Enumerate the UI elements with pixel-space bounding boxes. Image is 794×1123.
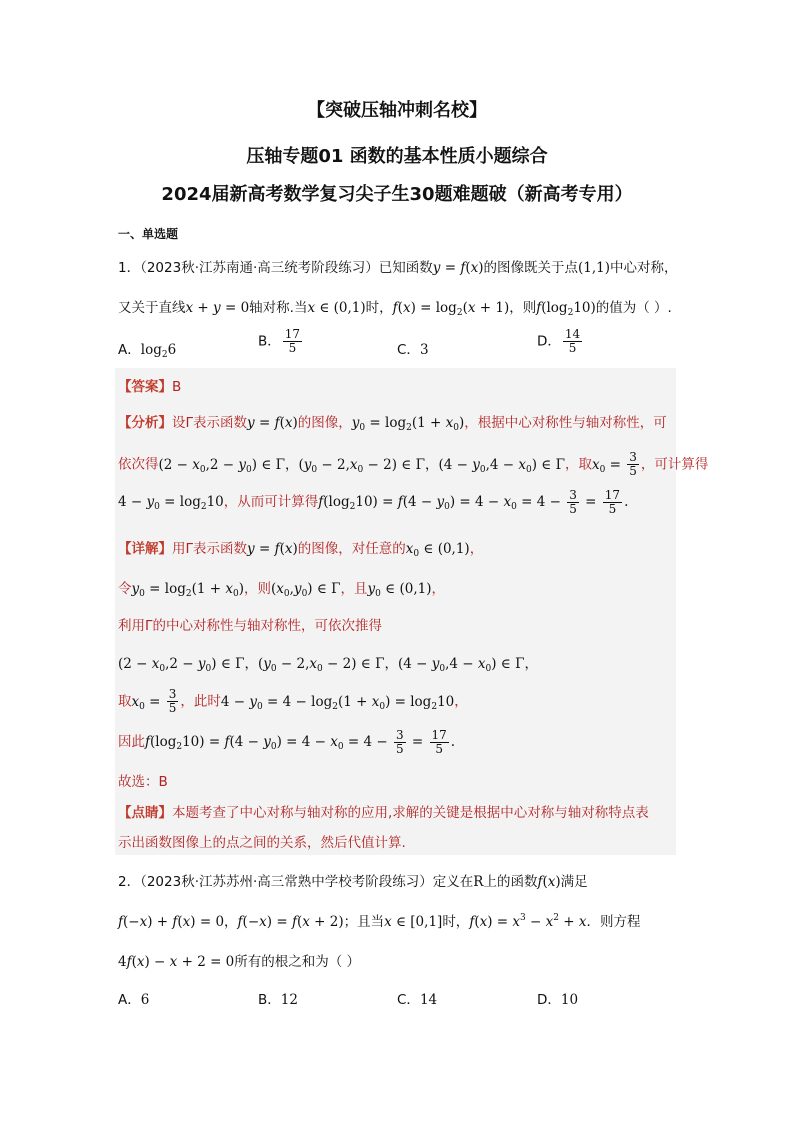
- q2-line-2: f(−x) + f(x) = 0，f(−x) = f(x + 2)；且当x ∈ [0,1]时，$f(x) = x^3 - x^2 + x$．则方程: [118, 913, 641, 930]
- detail-line-4: $(2 - x_0,2 - y_0)$ ∈ Γ，$(y_0 - 2,x_0 - 2)$ ∈ Γ，$(4 - y_0,4 - x_0)$ ∈ Γ，: [118, 656, 538, 674]
- detail-line-6: 因此$f(\log_210) = f(4 - y_0) = 4 - x_0 = 4$ − $\frac{3}{5}$ = $\frac{17}{5}$ .: [118, 728, 456, 756]
- title-block: [0, 100, 794, 206]
- q1-option-c[interactable]: C．3: [397, 342, 429, 358]
- q2-line-1: 2．（2023秋·江苏苏州·高三常熟中学校考阶段练习）定义在R上的函数f(x)满足: [118, 874, 588, 890]
- comment-line-2: 示出函数图像上的点之间的关系，然后代值计算.: [118, 835, 406, 851]
- q2-option-b[interactable]: B．12: [258, 992, 298, 1008]
- title-series: 2024届新高考数学复习尖子生30题难题破（新高考专用）: [161, 184, 633, 205]
- q2-option-d[interactable]: D．10: [537, 992, 579, 1008]
- solution-panel: [115, 368, 676, 855]
- analysis-line-2: 依次得$(2 - x_0,2 - y_0)$ ∈ Γ，$(y_0 - 2,x_0 - 2)$ ∈ Γ，$(4 - y_0,4 - x_0)$ ∈ Γ，取$x_0$ = $\frac{3}{5}$ ，可计算得: [118, 450, 709, 478]
- detail-line-2: 令$y_0 = \log_2(1 + x_0)$，则$(x_0,y_0)$ ∈ Γ，且$y_0$ ∈ (0,1)，: [118, 581, 445, 599]
- title-main: 【突破压轴冲刺名校】: [307, 100, 487, 121]
- q1-option-b[interactable]: B． $\frac{17}{5}$: [258, 327, 301, 355]
- detail-line-5: 取$x_0$ = $\frac{3}{5}$ ，此时$4 - y_0 = 4 - \log_2(1 + x_0) = \log_210$，: [118, 687, 468, 715]
- section-heading: 一、单选题: [118, 227, 179, 241]
- q1-option-d[interactable]: D． $\frac{14}{5}$: [537, 327, 581, 355]
- conclusion-line: 故选：B: [118, 774, 168, 790]
- q1-line-2: 又关于直线x + y = 0轴对称.当x ∈ (0,1)时，$f(x) = \log_2(x + 1)$，则$f(\log_210)$的值为（ ）.: [118, 300, 672, 318]
- analysis-line-1: 【分析】设Γ表示函数y = f(x)的图像，$y_0 = \log_2(1 + x_0)$，根据中心对称性与轴对称性，可: [118, 415, 667, 433]
- q2-option-a[interactable]: A．6: [118, 992, 150, 1008]
- q2-line-3: 4f(x) − x + 2 = 0所有的根之和为（ ）: [118, 954, 361, 970]
- title-topic: 压轴专题01 函数的基本性质小题综合: [246, 146, 548, 167]
- comment-line-1: 【点睛】本题考查了中心对称与轴对称的应用,求解的关键是根据中心对称与轴对称特点表: [118, 805, 649, 821]
- q2-option-c[interactable]: C．14: [397, 992, 438, 1008]
- q1-line-1: 1．（2023秋·江苏南通·高三统考阶段练习）已知函数y = f(x)的图像既关于点(1,1)中心对称，: [118, 260, 678, 276]
- detail-line-1: 【详解】用Γ表示函数y = f(x)的图像，对任意的$x_0$ ∈ (0,1)，: [118, 541, 484, 559]
- analysis-line-3: $4 - y_0 = \log_210$，从而可计算得$f(\log_210) = f(4 - y_0) = 4 - x_0 = 4$ − $\frac{3}{5}$ = $\frac{17}{5}$ .: [118, 488, 629, 516]
- q1-option-a[interactable]: A．$\log_26$: [118, 342, 177, 360]
- detail-line-3: 利用Γ的中心对称性与轴对称性，可依次推得: [118, 618, 383, 634]
- answer-line: 【答案】B: [118, 379, 182, 395]
